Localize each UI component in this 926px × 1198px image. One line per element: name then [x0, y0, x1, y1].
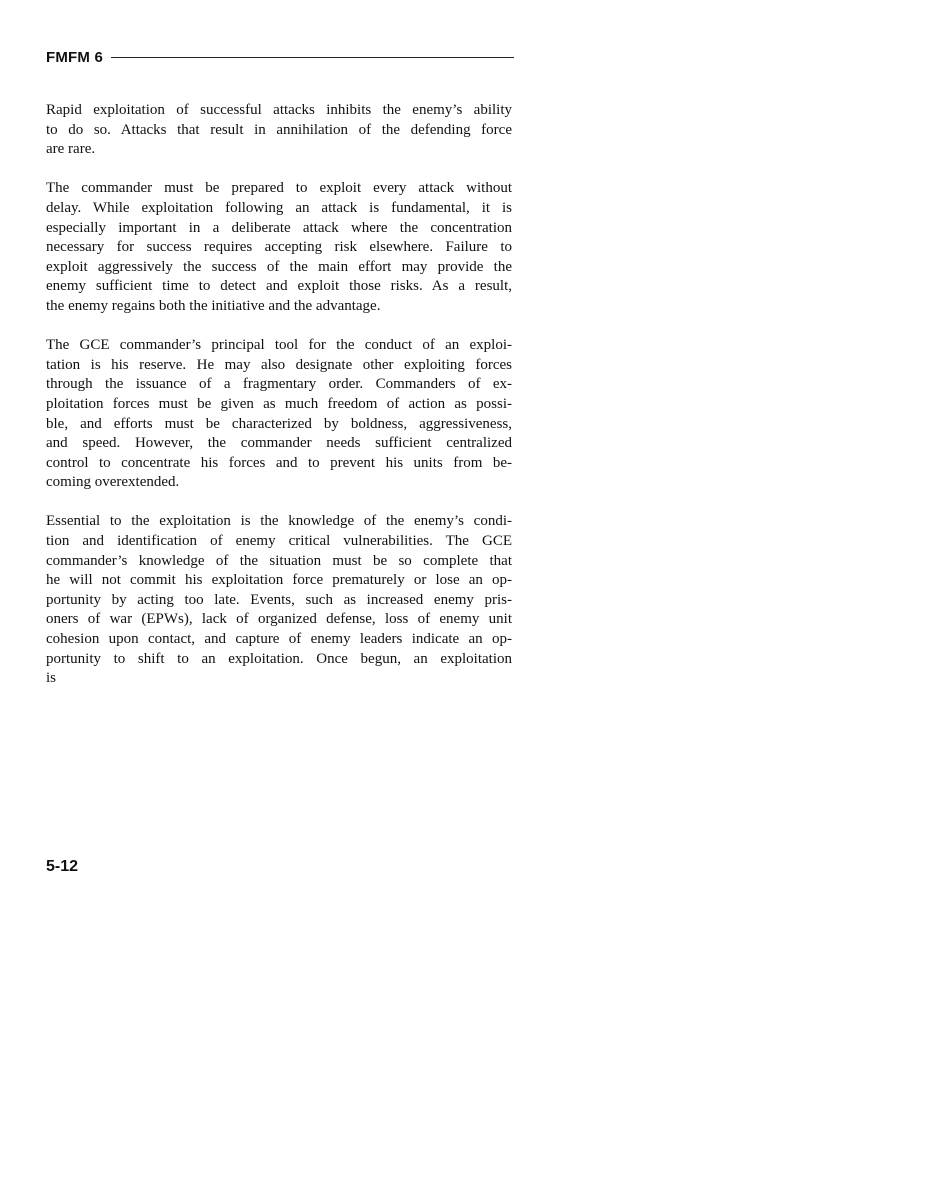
text-line: he will not commit his exploitation force prematurely or lose an op-	[46, 572, 512, 589]
text-line: to do so. Attacks that result in annihilation of the defending force	[46, 121, 512, 138]
text-line: ploitation forces must be given as much freedom of action as possi-	[46, 395, 512, 412]
text-line: coming overextended.	[46, 474, 180, 491]
text-line: tation is his reserve. He may also designate other exploiting forces	[46, 356, 512, 373]
text-line: ble, and efforts must be characterized by boldness, aggressiveness,	[46, 415, 512, 432]
text-line: exploit aggressively the success of the main effort may provide the	[46, 258, 512, 275]
text-line: cohesion upon contact, and capture of enemy leaders indicate an op-	[46, 631, 512, 648]
text-line: Essential to the exploitation is the knowledge of the enemy’s condi-	[46, 513, 512, 530]
text-line: oners of war (EPWs), lack of organized defense, loss of enemy unit	[46, 611, 512, 628]
text-line: control to concentrate his forces and to prevent his units from be-	[46, 454, 512, 471]
paragraph	[46, 179, 512, 316]
text-line: and speed. However, the commander needs sufficient centralized	[46, 435, 512, 452]
text-line: the enemy regains both the initiative and the advantage.	[46, 297, 381, 314]
text-line: through the issuance of a fragmentary order. Commanders of ex-	[46, 376, 512, 393]
text-line: The commander must be prepared to exploit every attack without	[46, 180, 512, 197]
text-line: are rare.	[46, 141, 96, 158]
text-line: portunity by acting too late. Events, such as increased enemy pris-	[46, 591, 512, 608]
text-line: Rapid exploitation of successful attacks inhibits the enemy’s ability	[46, 102, 512, 118]
text-line: is	[46, 670, 57, 687]
text-line: especially important in a deliberate attack where the concentration	[46, 219, 512, 236]
text-line: commander’s knowledge of the situation must be so complete that	[46, 552, 512, 569]
text-line: portunity to shift to an exploitation. Once begun, an exploitation	[46, 650, 512, 667]
text-line: The GCE commander’s principal tool for the conduct of an exploi-	[46, 337, 512, 354]
text-line: necessary for success requires accepting risk elsewhere. Failure to	[46, 239, 512, 256]
paragraph	[46, 336, 512, 493]
paragraph	[46, 512, 512, 688]
text-line: delay. While exploitation following an attack is fundamental, it is	[46, 199, 512, 216]
running-header	[46, 47, 514, 67]
header-title: FMFM 6	[46, 48, 104, 66]
text-line: tion and identification of enemy critical vulnerabilities. The GCE	[46, 533, 512, 550]
page-number: 5-12	[46, 858, 79, 875]
header-rule	[111, 57, 514, 58]
body-text	[46, 101, 512, 708]
paragraph	[46, 101, 512, 160]
text-line: enemy sufficient time to detect and exploit those risks. As a result,	[46, 278, 512, 295]
